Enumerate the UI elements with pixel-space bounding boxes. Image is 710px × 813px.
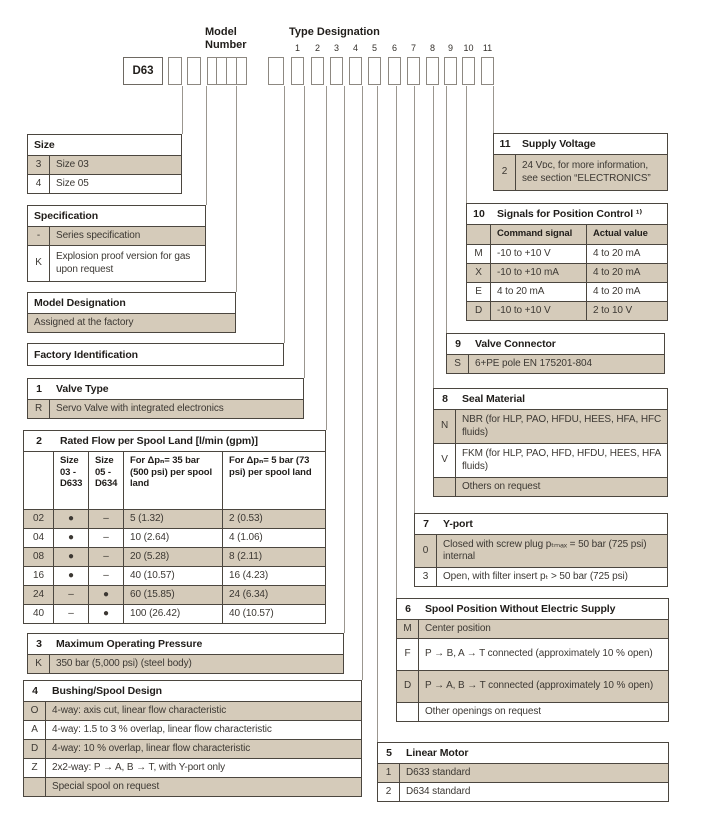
table-header (467, 204, 667, 224)
row-key: S (447, 355, 469, 373)
table-number: 1 (36, 383, 42, 395)
row-cell: – (89, 510, 124, 528)
row-cell: 5 (1.32) (124, 510, 223, 528)
row-key: X (467, 264, 491, 282)
table-row (28, 654, 343, 673)
code-box (207, 57, 217, 85)
table-row (397, 619, 668, 638)
model-prefix: D63 (132, 65, 154, 77)
table-number: 7 (423, 518, 429, 530)
row-key (467, 225, 491, 244)
row-cell: 40 (10.57) (229, 607, 274, 619)
code-box (291, 57, 304, 85)
connector-line (446, 86, 447, 333)
table-row (24, 528, 325, 547)
connector-line (433, 86, 434, 388)
connector-line (182, 86, 183, 134)
table-title: Linear Motor (406, 747, 469, 759)
row-text: 4-way: 10 % overlap, linear flow characteristic (52, 742, 251, 754)
row-cell: 4 to 20 mA (593, 285, 641, 297)
table-header (415, 514, 667, 534)
connector-line (236, 86, 237, 292)
table-title: Bushing/Spool Design (52, 685, 162, 697)
row-key: 04 (24, 529, 54, 547)
table-header (494, 134, 667, 154)
row-key: R (28, 400, 50, 418)
row-key: D (397, 671, 419, 702)
row-text: Center position (425, 622, 491, 634)
row-key: K (28, 655, 50, 673)
table-t3 (27, 633, 344, 674)
table-factory-identification (27, 343, 284, 366)
position-number: 4 (352, 43, 358, 53)
code-box (217, 57, 227, 85)
column-header: Command signal (491, 225, 587, 244)
table-row (24, 566, 325, 585)
row-text: Servo Valve with integrated electronics (56, 402, 224, 414)
position-number: 11 (482, 43, 493, 53)
row-text: Others on request (462, 480, 541, 492)
table-title: Spool Position Without Electric Supply (425, 603, 616, 615)
row-key: K (28, 246, 50, 281)
row-key: 1 (378, 764, 400, 782)
code-box (187, 57, 201, 85)
row-key: 3 (28, 156, 50, 174)
table-row (28, 313, 235, 332)
row-key (24, 452, 54, 509)
table-title: Supply Voltage (522, 138, 596, 150)
position-number: 2 (314, 43, 320, 53)
row-cell: 20 (5.28) (124, 548, 223, 566)
row-text: Closed with screw plug pₜₘₐₓ = 50 bar (725 psi) internal (443, 538, 647, 562)
connector-line (493, 86, 494, 133)
position-number: 8 (429, 43, 435, 53)
table-t9 (446, 333, 665, 374)
code-box (168, 57, 182, 85)
table-header (24, 431, 325, 451)
column-header: For Δpₙ= 35 bar (500 psi) per spool land (124, 452, 223, 509)
row-key: D (467, 302, 491, 320)
row-text: 350 bar (5,000 psi) (steel body) (56, 657, 192, 669)
table-row (447, 354, 664, 373)
connector-line (326, 86, 327, 430)
position-number: 5 (371, 43, 377, 53)
row-cell: 4 to 20 mA (593, 266, 641, 278)
row-key: M (397, 620, 419, 638)
row-text: P → A, B → T connected (approximately 10 % open) (425, 680, 654, 692)
row-key: 4 (28, 175, 50, 193)
connector-line (414, 86, 415, 513)
table-row (397, 638, 668, 670)
row-cell: ● (89, 605, 124, 623)
row-cell: 24 (6.34) (229, 588, 269, 600)
table-number: 6 (405, 603, 411, 615)
position-number: 10 (463, 43, 474, 53)
table-t11 (493, 133, 668, 191)
code-box (407, 57, 420, 85)
model-prefix-box (123, 57, 163, 85)
table-row (434, 477, 667, 496)
row-text: 6+PE pole EN 175201-804 (475, 357, 592, 369)
row-cell: – (54, 586, 89, 604)
row-text: Special spool on request (52, 780, 160, 792)
code-box (268, 57, 284, 85)
table-number: 11 (499, 138, 511, 150)
row-key: Z (24, 759, 46, 777)
table-number: 10 (473, 208, 485, 220)
row-text: P → B, A → T connected (approximately 10 % open) (425, 648, 653, 660)
row-key: 40 (24, 605, 54, 623)
connector-line (284, 86, 285, 343)
table-title: Rated Flow per Spool Land [l/min (gpm)] (60, 435, 258, 447)
table-header (28, 293, 235, 313)
table-row (378, 782, 668, 801)
row-text: Size 05 (56, 177, 89, 189)
row-text: 4-way: 1.5 to 3 % overlap, linear flow characteristic (52, 723, 272, 735)
row-cell: 100 (26.42) (124, 605, 223, 623)
row-key: F (397, 639, 419, 670)
code-box (481, 57, 494, 85)
table-row (24, 701, 361, 720)
row-text: D633 standard (406, 766, 471, 778)
row-key: 16 (24, 567, 54, 585)
connector-line (344, 86, 345, 633)
row-text: Open, with filter insert pₜ > 50 bar (725 psi) (443, 570, 628, 582)
table-row (434, 443, 667, 477)
row-text: 2x2-way: P → A, B → T, with Y-port only (52, 761, 226, 773)
table-title: Valve Type (56, 383, 109, 395)
position-number: 6 (391, 43, 397, 53)
code-box (426, 57, 439, 85)
column-header: Actual value (593, 228, 648, 239)
code-box (349, 57, 362, 85)
row-text: Other openings on request (425, 705, 541, 717)
table-row (467, 282, 667, 301)
table-number: 2 (36, 435, 42, 447)
row-cell: ● (54, 510, 89, 528)
row-key: O (24, 702, 46, 720)
row-cell: – (89, 567, 124, 585)
connector-line (304, 86, 305, 378)
connector-line (396, 86, 397, 598)
row-cell: ● (54, 548, 89, 566)
row-cell: – (89, 529, 124, 547)
row-cell: 4 to 20 mA (491, 283, 587, 301)
connector-line (206, 86, 207, 205)
row-key: N (434, 410, 456, 443)
position-number: 7 (410, 43, 416, 53)
column-header: For Δpₙ= 5 bar (73 psi) per spool land (229, 455, 312, 478)
table-header (397, 599, 668, 619)
table-number: 5 (386, 747, 392, 759)
row-key: V (434, 444, 456, 477)
code-box (311, 57, 324, 85)
table-row (467, 263, 667, 282)
row-key (24, 778, 46, 796)
table-t10 (466, 203, 668, 321)
connector-line (377, 86, 378, 742)
table-header (28, 135, 181, 155)
row-key: 08 (24, 548, 54, 566)
table-row (434, 409, 667, 443)
model-number-label: Model Number (205, 26, 247, 51)
table-title: Size (34, 139, 55, 151)
row-key: 3 (415, 568, 437, 586)
row-text: Size 03 (56, 158, 89, 170)
table-title: Valve Connector (475, 338, 556, 350)
table-row (397, 702, 668, 721)
code-box (237, 57, 247, 85)
row-cell: ● (54, 567, 89, 585)
table-row (28, 155, 181, 174)
row-text: FKM (for HLP, PAO, HFD, HFDU, HEES, HFA fluids) (462, 448, 661, 472)
row-cell: 60 (15.85) (124, 586, 223, 604)
table-size (27, 134, 182, 194)
row-key: - (28, 227, 50, 245)
code-box (368, 57, 381, 85)
table-t1 (27, 378, 304, 419)
table-row (24, 777, 361, 796)
table-header (447, 334, 664, 354)
table-header (28, 379, 303, 399)
column-header: Size 03 - D633 (54, 452, 89, 509)
table-t5 (377, 742, 669, 802)
table-header (28, 206, 205, 226)
table-subheader-row (24, 451, 325, 509)
table-specification (27, 205, 206, 282)
row-cell: -10 to +10 V (491, 302, 587, 320)
table-row (494, 154, 667, 190)
row-text: 24 Vᴅᴄ, for more information, see section “ELECTRONICS” (522, 160, 651, 184)
table-number: 8 (442, 393, 448, 405)
table-title: Model Designation (34, 297, 126, 309)
table-t7 (414, 513, 668, 587)
table-row (28, 399, 303, 418)
table-header (434, 389, 667, 409)
table-row (24, 585, 325, 604)
table-number: 3 (36, 638, 42, 650)
row-key: D (24, 740, 46, 758)
row-key: 24 (24, 586, 54, 604)
table-row (28, 174, 181, 193)
row-key: 2 (378, 783, 400, 801)
row-cell: 40 (10.57) (124, 567, 223, 585)
row-key: E (467, 283, 491, 301)
table-t6 (396, 598, 669, 722)
row-text: NBR (for HLP, PAO, HFDU, HEES, HFA, HFC fluids) (462, 414, 662, 438)
code-box (330, 57, 343, 85)
row-text: D634 standard (406, 785, 471, 797)
table-row (24, 547, 325, 566)
row-cell: ● (89, 586, 124, 604)
column-header: Size 05 - D634 (89, 452, 124, 509)
table-title: Maximum Operating Pressure (56, 638, 203, 650)
table-title: Factory Identification (34, 348, 138, 361)
row-cell: – (89, 548, 124, 566)
connector-line (362, 86, 363, 680)
code-box (462, 57, 475, 85)
table-row (24, 739, 361, 758)
code-box (444, 57, 457, 85)
row-cell: 2 (0.53) (229, 512, 263, 524)
table-number: 4 (32, 685, 38, 697)
table-row (28, 226, 205, 245)
row-cell: 4 to 20 mA (593, 247, 641, 259)
row-key: 0 (415, 535, 437, 567)
table-header (24, 681, 361, 701)
table-row (467, 301, 667, 320)
row-cell: ● (54, 529, 89, 547)
row-key: M (467, 245, 491, 263)
table-number: 9 (455, 338, 461, 350)
table-t2 (23, 430, 326, 624)
table-title: Y-port (443, 518, 473, 530)
model-number-box-group (207, 57, 247, 85)
row-text: 4-way: axis cut, linear flow characteristic (52, 704, 227, 716)
table-t4 (23, 680, 362, 797)
table-row (24, 758, 361, 777)
row-key: 2 (494, 155, 516, 190)
row-cell: 2 to 10 V (593, 304, 633, 316)
table-subheader-row (467, 224, 667, 244)
table-row (415, 567, 667, 586)
table-t8 (433, 388, 668, 497)
table-header (28, 634, 343, 654)
table-row (378, 763, 668, 782)
row-key (397, 703, 419, 721)
table-row (467, 244, 667, 263)
row-text: Assigned at the factory (34, 316, 134, 328)
row-cell: 10 (2.64) (124, 529, 223, 547)
table-row (24, 604, 325, 623)
position-number: 3 (333, 43, 339, 53)
table-header (28, 344, 283, 365)
row-text: Series specification (56, 229, 141, 241)
row-cell: -10 to +10 mA (491, 264, 587, 282)
row-cell: 4 (1.06) (229, 531, 263, 543)
row-text: Explosion proof version for gas upon request (56, 251, 191, 275)
row-cell: -10 to +10 V (491, 245, 587, 263)
table-title: Seal Material (462, 393, 525, 405)
row-key: 02 (24, 510, 54, 528)
table-row (397, 670, 668, 702)
table-row (24, 720, 361, 739)
row-cell: 8 (2.11) (229, 550, 262, 562)
connector-line (466, 86, 467, 203)
position-number: 1 (294, 43, 300, 53)
row-key (434, 478, 456, 496)
table-header (378, 743, 668, 763)
code-box (388, 57, 401, 85)
row-cell: 16 (4.23) (229, 569, 269, 581)
table-row (415, 534, 667, 567)
table-row (24, 509, 325, 528)
code-box (227, 57, 237, 85)
table-title: Specification (34, 210, 99, 222)
row-key: A (24, 721, 46, 739)
table-row (28, 245, 205, 281)
row-cell: – (54, 605, 89, 623)
table-title: Signals for Position Control ¹⁾ (497, 208, 643, 220)
table-model-designation (27, 292, 236, 333)
type-designation-label: Type Designation (289, 26, 380, 38)
position-number: 9 (447, 43, 453, 53)
